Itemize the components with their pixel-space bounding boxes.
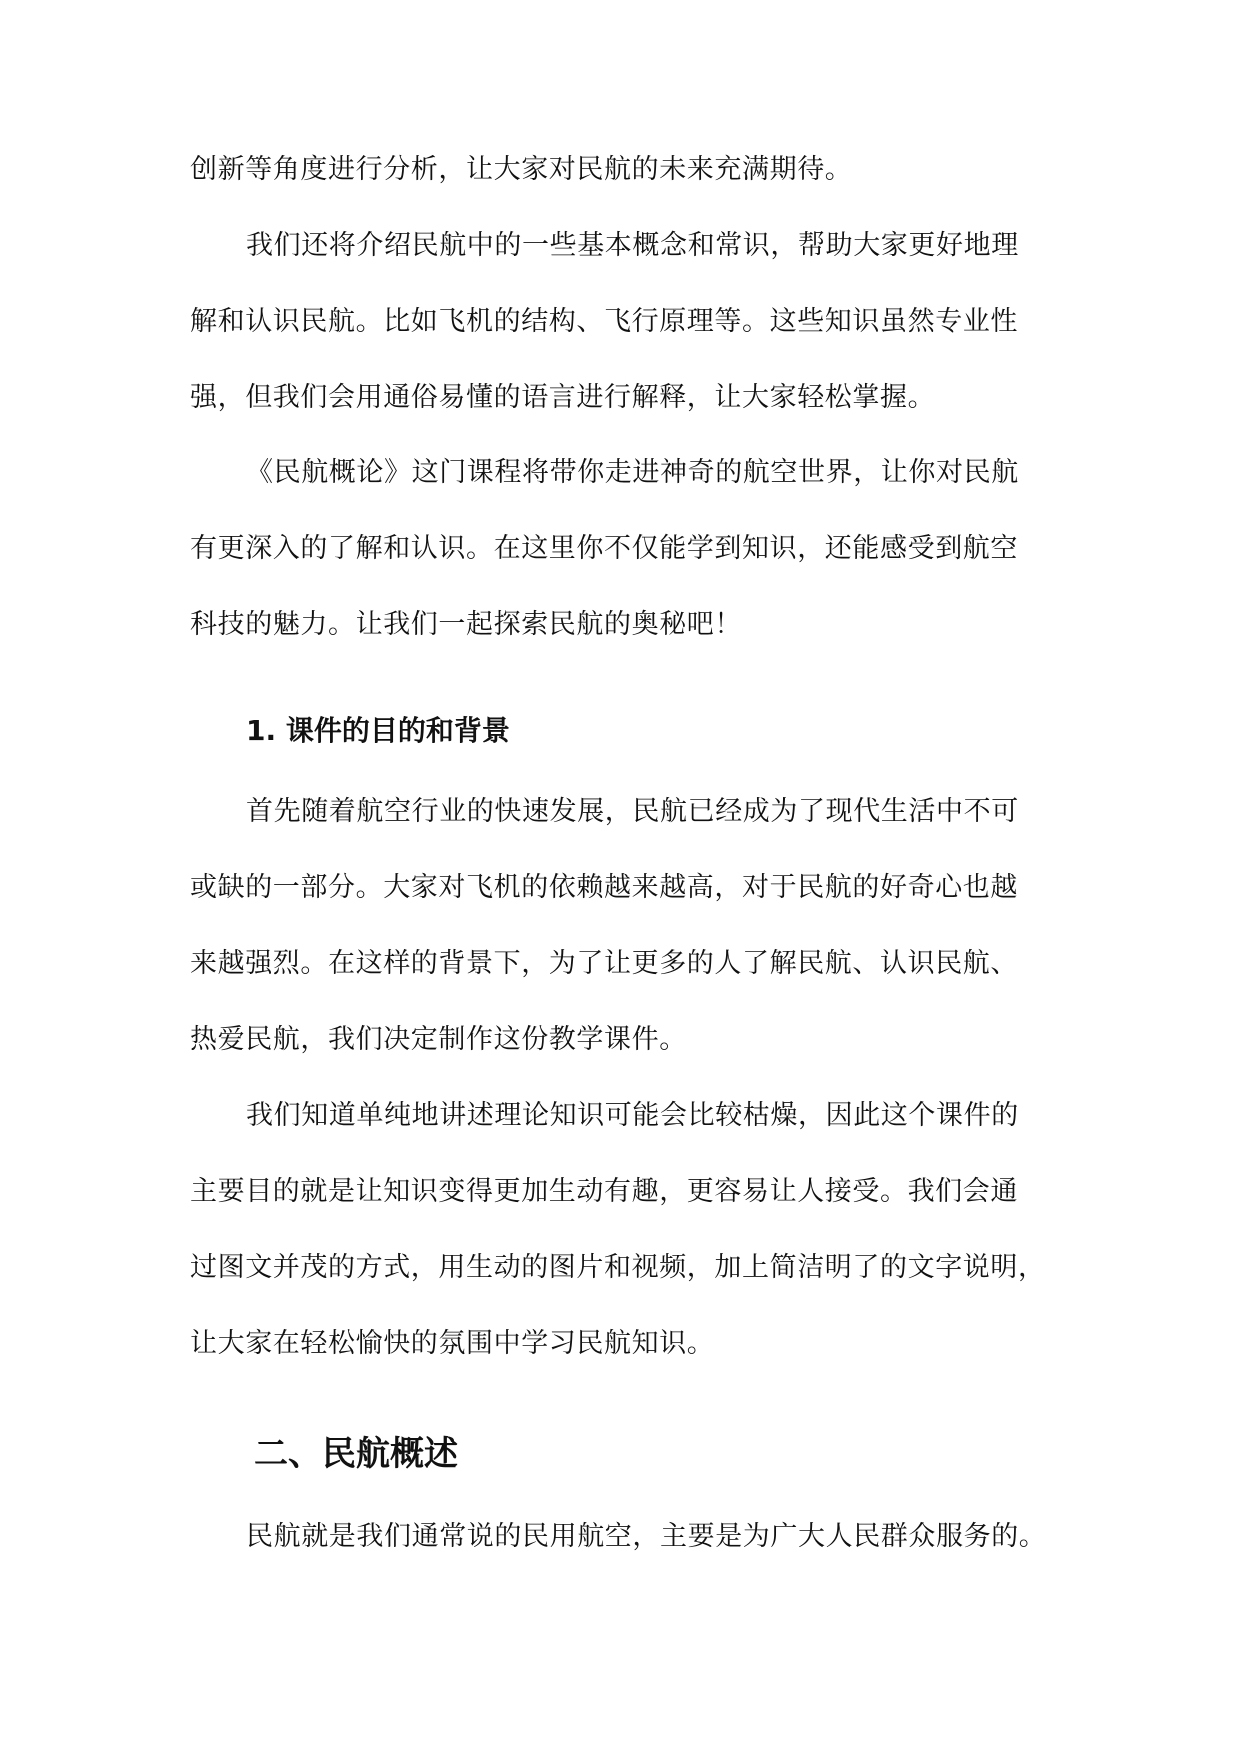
paragraph-line: 科技的魅力。让我们一起探索民航的奥秘吧！ [190,609,742,640]
paragraph-line: 解和认识民航。比如飞机的结构、飞行原理等。这些知识虽然专业性 [190,306,1018,337]
paragraph-line: 我们知道单纯地讲述理论知识可能会比较枯燥，因此这个课件的 [246,1100,1019,1131]
paragraph-line: 首先随着航空行业的快速发展，民航已经成为了现代生活中不可 [246,796,1019,827]
paragraph-line: 民航就是我们通常说的民用航空，主要是为广大人民群众服务的。 [246,1521,1047,1552]
section-heading-1: 1. 课件的目的和背景 [246,714,510,747]
paragraph-line: 我们还将介绍民航中的一些基本概念和常识，帮助大家更好地理 [246,230,1019,261]
paragraph-line: 过图文并茂的方式，用生动的图片和视频，加上简洁明了的文字说明， [190,1252,1046,1283]
paragraph-line: 有更深入的了解和认识。在这里你不仅能学到知识，还能感受到航空 [190,533,1018,564]
paragraph-line: 或缺的一部分。大家对飞机的依赖越来越高，对于民航的好奇心也越 [190,872,1018,903]
chapter-heading-2: 二、民航概述 [254,1434,458,1474]
paragraph-line: 创新等角度进行分析，让大家对民航的未来充满期待。 [190,154,853,185]
paragraph-line: 来越强烈。在这样的背景下，为了让更多的人了解民航、认识民航、 [190,948,1018,979]
paragraph-line: 主要目的就是让知识变得更加生动有趣，更容易让人接受。我们会通 [190,1176,1018,1207]
paragraph-line: 让大家在轻松愉快的氛围中学习民航知识。 [190,1328,715,1359]
paragraph-line: 强，但我们会用通俗易懂的语言进行解释，让大家轻松掌握。 [190,382,936,413]
paragraph-line: 热爱民航，我们决定制作这份教学课件。 [190,1024,687,1055]
paragraph-line: 《民航概论》这门课程将带你走进神奇的航空世界，让你对民航 [246,457,1019,488]
